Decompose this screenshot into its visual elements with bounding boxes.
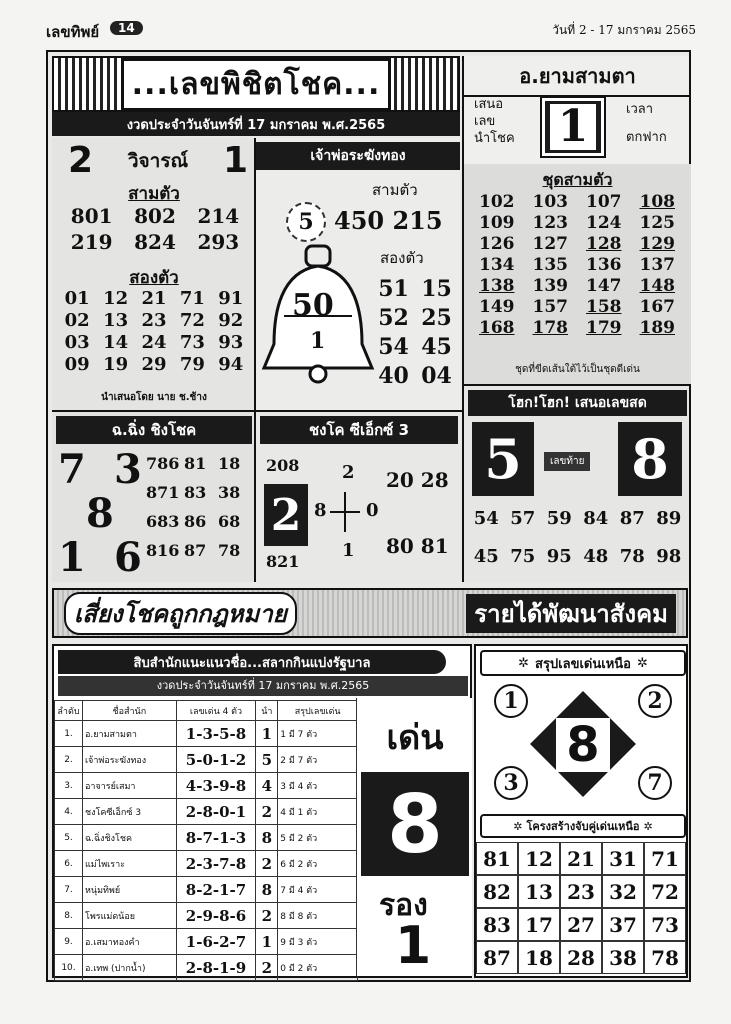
bell-two-cell: 40 (378, 363, 409, 389)
pair-cell: 73 (644, 908, 686, 941)
wijarn-two-cell: 93 (218, 332, 244, 353)
row-numbers: 8-2-1-7 (176, 877, 256, 903)
yam-set-cell: 134 (479, 255, 515, 275)
cing-cell: 871 (146, 483, 180, 502)
wijarn-three-cell: 801 (70, 204, 113, 228)
pair-cell: 27 (560, 908, 602, 941)
yam-left-line: นำโชค (474, 131, 515, 146)
wijarn-two-cell: 91 (218, 288, 244, 309)
hot-row-2 (468, 546, 687, 567)
corner-number: 1 (503, 688, 519, 714)
yam-title: อ.ยามสามตา (464, 60, 691, 97)
cing-big-number: 6 (114, 534, 142, 581)
wijarn-two-cell: 03 (64, 332, 90, 353)
yam-set-cell: 158 (586, 297, 622, 317)
hot-right-number: 8 (631, 427, 669, 491)
table-date-bar: งวดประจำวันจันทร์ที่ 17 มกราคม พ.ศ.2565 (58, 676, 468, 696)
pair-cell: 23 (560, 875, 602, 908)
row-lead: 2 (256, 799, 278, 825)
hot-cell: 84 (583, 508, 609, 529)
hot-title-bar (468, 390, 687, 416)
cing-big-number: 8 (86, 490, 114, 537)
wijarn-two-cell: 02 (64, 310, 90, 331)
issue-date: วันที่ 2 - 17 มกราคม 2565 (552, 23, 696, 37)
wijarn-label: วิจารณ์ (127, 149, 189, 172)
bell-title: เจ้าพ่อระฆังทอง (310, 148, 406, 164)
col-header: เลขเด่น 4 ตัว (176, 701, 256, 721)
cing-cell: 87 (184, 541, 207, 560)
yam-set-cell: 189 (639, 318, 675, 338)
pair-cell: 31 (602, 842, 644, 875)
bell-three-label: สามตัว (372, 181, 418, 199)
row-school: อ.เสมาทองคำ (82, 929, 176, 955)
bell-panel (256, 138, 460, 410)
row-lead: 2 (256, 955, 278, 981)
brand-title: เลขทิพย์ (46, 23, 100, 41)
cing-cell: 816 (146, 541, 180, 560)
chong-bottom-left: 821 (266, 552, 300, 571)
yam-set-cell: 178 (532, 318, 568, 338)
cing-panel (52, 410, 256, 582)
bell-bottom-number: 1 (310, 328, 326, 354)
hot-cell: 75 (510, 546, 536, 567)
row-summary: 3 มี 4 ตัว (278, 773, 358, 799)
yam-set-cell: 147 (586, 276, 622, 296)
wijarn-two-cell: 29 (141, 354, 167, 375)
cing-big-number: 1 (58, 534, 86, 581)
yam-big-number-box (542, 98, 604, 156)
hot-cell: 59 (546, 508, 572, 529)
yam-set-cell: 148 (639, 276, 675, 296)
table-row (55, 747, 358, 773)
wijarn-two-grid (58, 288, 250, 375)
bell-title-bar (256, 142, 460, 170)
table-row (55, 929, 358, 955)
chong-row1: 20 28 (386, 468, 449, 492)
wijarn-three-grid (60, 204, 250, 254)
row-lead: 1 (256, 929, 278, 955)
chong-big-number: 2 (270, 489, 302, 541)
corner-number: 3 (503, 770, 519, 796)
wijarn-two-title: สองตัว (129, 268, 179, 288)
yam-set-cell: 123 (532, 213, 568, 233)
row-lead: 5 (256, 747, 278, 773)
row-rank: 4. (55, 799, 83, 825)
col-header: ชื่อสำนัก (82, 701, 176, 721)
yam-set-cell: 103 (532, 192, 568, 212)
yam-set-cell: 102 (479, 192, 515, 212)
yam-set-cell: 149 (479, 297, 515, 317)
cing-cell: 786 (146, 454, 180, 473)
hot-left-number: 5 (484, 427, 522, 491)
yam-right-line: เวลา (626, 102, 654, 117)
yam-set-cell: 137 (639, 255, 675, 275)
row-rank: 5. (55, 825, 83, 851)
den-number-box (361, 772, 469, 876)
corner-circle (638, 766, 672, 800)
yam-set-cell: 107 (586, 192, 622, 212)
row-rank: 2. (55, 747, 83, 773)
row-numbers: 4-3-9-8 (176, 773, 256, 799)
table-row (55, 903, 358, 929)
yam-big-number: 1 (550, 104, 597, 150)
lucky-banner (52, 56, 460, 112)
row-rank: 6. (55, 851, 83, 877)
col-header: นำ (256, 701, 278, 721)
row-school: แม่ไพเราะ (82, 851, 176, 877)
cing-cell: 38 (218, 483, 241, 502)
star-icon: ✲ (643, 819, 653, 833)
wijarn-two-cell: 71 (179, 288, 205, 309)
yam-set-cell: 109 (479, 213, 515, 233)
hot-right-box (618, 422, 682, 496)
yam-set-cell: 128 (586, 234, 622, 254)
row-numbers: 1-3-5-8 (176, 721, 256, 747)
hot-cell: 48 (583, 546, 609, 567)
row-numbers: 2-9-8-6 (176, 903, 256, 929)
row-numbers: 2-3-7-8 (176, 851, 256, 877)
yam-set-cell: 125 (639, 213, 675, 233)
row-school: อาจารย์เสมา (82, 773, 176, 799)
flower-number: 5 (298, 209, 314, 235)
yam-left-text (474, 96, 515, 147)
row-lead: 4 (256, 773, 278, 799)
yam-set-cell: 167 (639, 297, 675, 317)
den-label: เด่น (386, 718, 444, 758)
pair-cell: 81 (476, 842, 518, 875)
row-lead: 2 (256, 851, 278, 877)
yam-left-line: เลข (474, 114, 496, 129)
hot-cell: 78 (619, 546, 645, 567)
row-school: หนุ่มทิพย์ (82, 877, 176, 903)
wijarn-two-cell: 79 (179, 354, 205, 375)
row-school: เจ้าพ่อระฆังทอง (82, 747, 176, 773)
hot-left-box (472, 422, 534, 496)
hot-panel (462, 384, 689, 582)
cing-big-number: 7 (58, 446, 86, 493)
chong-title: ชงโค ซีเอ็กซ์ 3 (308, 421, 410, 439)
page-number-badge: 14 (110, 21, 143, 35)
row-school: อ.ยามสามตา (82, 721, 176, 747)
row-summary: 8 มี 8 ตัว (278, 903, 358, 929)
yam-set-cell: 179 (586, 318, 622, 338)
wijarn-three-cell: 824 (134, 230, 176, 254)
col-header: สรุปเลขเด่น (278, 701, 358, 721)
corner-circle (494, 766, 528, 800)
row-summary: 7 มี 4 ตัว (278, 877, 358, 903)
draw-date-text: งวดประจำวันจันทร์ที่ 17 มกราคม พ.ศ.2565 (126, 117, 386, 133)
row-school: ฉ.ฉิ่งชิงโชค (82, 825, 176, 851)
wijarn-three-cell: 214 (197, 204, 240, 228)
row-numbers: 1-6-2-7 (176, 929, 256, 955)
row-rank: 10. (55, 955, 83, 981)
corner-circle (494, 684, 528, 718)
den-label-box (361, 702, 469, 772)
hot-cell: 54 (473, 508, 499, 529)
pair-cell: 17 (518, 908, 560, 941)
cing-cell: 83 (184, 483, 207, 502)
rong-label: รอง (379, 888, 428, 923)
den-number: 8 (387, 777, 443, 871)
row-lead: 1 (256, 721, 278, 747)
wijarn-right-number: 1 (222, 140, 248, 181)
corner-circle (638, 684, 672, 718)
wijarn-two-cell: 21 (141, 288, 167, 309)
pair-cell: 18 (518, 941, 560, 974)
pair-cell: 72 (644, 875, 686, 908)
wijarn-three-cell: 219 (70, 230, 113, 254)
summary-title: สรุปเลขเด่นเหนือ (535, 656, 631, 672)
table-row (55, 877, 358, 903)
summary-panel (474, 644, 688, 978)
diamond-inner (556, 718, 610, 772)
pair-cell: 21 (560, 842, 602, 875)
summary-title-bar (480, 650, 686, 676)
flower-icon (286, 202, 326, 242)
table-row (55, 721, 358, 747)
yam-set-grid (470, 192, 684, 338)
wijarn-two-cell: 94 (218, 354, 244, 375)
pair-grid (476, 842, 686, 974)
page-header (46, 20, 696, 42)
draw-date-bar (52, 112, 460, 136)
hot-cell: 57 (510, 508, 536, 529)
star-icon: ✲ (518, 655, 530, 671)
row-summary: 0 มี 2 ตัว (278, 955, 358, 981)
wijarn-two-cell: 14 (103, 332, 129, 353)
pair-cell: 78 (644, 941, 686, 974)
row-summary: 2 มี 7 ตัว (278, 747, 358, 773)
lottery-banner (52, 588, 688, 638)
yam-panel (462, 56, 689, 384)
bell-two-cell: 25 (421, 305, 452, 331)
summary-center-number: 8 (566, 717, 600, 773)
yam-set-cell: 126 (479, 234, 515, 254)
wijarn-three-cell: 293 (197, 230, 240, 254)
yam-set-cell: 129 (639, 234, 675, 254)
wijarn-two-cell: 24 (141, 332, 167, 353)
pair-cell: 82 (476, 875, 518, 908)
bell-two-cell: 51 (378, 276, 409, 302)
wijarn-two-cell: 01 (64, 288, 90, 309)
hot-title: โฮก!โฮก! เสนอเลขสด (508, 395, 647, 411)
chong-bottom: 1 (342, 540, 355, 561)
pair-cell: 71 (644, 842, 686, 875)
hot-cell: 87 (619, 508, 645, 529)
wijarn-two-cell: 72 (179, 310, 205, 331)
cing-cell: 86 (184, 512, 207, 531)
row-rank: 7. (55, 877, 83, 903)
table-row (55, 955, 358, 981)
banner-title: ...เลขพิชิตโชค... (121, 58, 392, 111)
wijarn-three-cell: 802 (134, 204, 176, 228)
bell-two-cell: 15 (421, 276, 452, 302)
pair-cell: 12 (518, 842, 560, 875)
wijarn-left-number: 2 (68, 140, 94, 181)
row-school: โพรแม่ดน้อย (82, 903, 176, 929)
cing-cell: 68 (218, 512, 241, 531)
chong-big-box (264, 484, 308, 546)
yam-set-cell: 136 (586, 255, 622, 275)
hot-row-1 (468, 508, 687, 529)
yam-set-cell: 138 (479, 276, 515, 296)
yam-set-cell: 135 (532, 255, 568, 275)
cing-title: ฉ.ฉิ่ง ชิงโชค (111, 421, 197, 439)
bell-two-label: สองตัว (380, 249, 424, 267)
bell-two-cell: 54 (378, 334, 409, 360)
wijarn-two-cell: 19 (103, 354, 129, 375)
table-title: สิบสำนักแนะแนวชื่อ...สลากกินแบ่งรัฐบาล (133, 655, 371, 671)
chong-row2: 80 81 (386, 534, 449, 558)
wijarn-three-title: สามตัว (128, 184, 180, 204)
star-icon: ✲ (513, 819, 523, 833)
yam-note: ชุดที่ขีดเส้นใต้ไว้เป็นชุดดีเด่น (515, 364, 640, 375)
pair-cell: 87 (476, 941, 518, 974)
wijarn-two-cell: 09 (64, 354, 90, 375)
row-rank: 9. (55, 929, 83, 955)
table-title-bar (58, 650, 446, 674)
pair-cell: 83 (476, 908, 518, 941)
row-rank: 3. (55, 773, 83, 799)
yam-set-title: ชุดสามตัว (542, 170, 613, 189)
row-lead: 8 (256, 877, 278, 903)
pair-title-bar (480, 814, 686, 838)
cing-cell: 81 (184, 454, 207, 473)
table-row (55, 773, 358, 799)
pair-title: โครงสร้างจับคู่เด่นเหนือ (526, 820, 640, 833)
row-numbers: 5-0-1-2 (176, 747, 256, 773)
row-school: อ.เทพ (ปากน้ำ) (82, 955, 176, 981)
bell-two-grid (372, 276, 458, 389)
cing-cell: 78 (218, 541, 241, 560)
cing-title-bar (56, 416, 252, 444)
yam-set-cell: 124 (586, 213, 622, 233)
chong-mid-right: 0 (366, 500, 379, 521)
corner-number: 7 (647, 770, 663, 796)
yam-left-line: เสนอ (474, 97, 504, 112)
row-numbers: 2-8-1-9 (176, 955, 256, 981)
star-icon: ✲ (636, 655, 648, 671)
bell-two-cell: 52 (378, 305, 409, 331)
table-row (55, 799, 358, 825)
table-header-row (55, 701, 358, 721)
pair-cell: 37 (602, 908, 644, 941)
yam-set-cell: 157 (532, 297, 568, 317)
hot-cell: 45 (473, 546, 499, 567)
chong-mid-left: 8 (314, 500, 327, 521)
school-table (54, 700, 358, 981)
bell-three-values: 450 215 (334, 206, 443, 235)
pair-cell: 32 (602, 875, 644, 908)
cross-icon (330, 492, 360, 532)
cing-cell: 18 (218, 454, 241, 473)
cing-cell: 683 (146, 512, 180, 531)
wijarn-two-cell: 73 (179, 332, 205, 353)
hot-mid-label: เลขท้าย (544, 452, 590, 471)
yam-right-line: ตกฟาก (626, 130, 667, 145)
table-row (55, 851, 358, 877)
row-school: ชงโคซีเอ็กซ์ 3 (82, 799, 176, 825)
hot-cell: 98 (656, 546, 682, 567)
cing-big-number: 3 (114, 446, 142, 493)
chong-panel (256, 410, 462, 582)
col-header: ลำดับ (55, 701, 83, 721)
hot-cell: 89 (656, 508, 682, 529)
yam-set-cell: 139 (532, 276, 568, 296)
chong-title-bar (260, 416, 458, 444)
wijarn-two-cell: 13 (103, 310, 129, 331)
wijarn-two-cell: 92 (218, 310, 244, 331)
corner-number: 2 (647, 688, 663, 714)
pair-cell: 28 (560, 941, 602, 974)
yam-set-cell: 108 (639, 192, 675, 212)
chong-top-left: 208 (266, 456, 300, 475)
row-lead: 8 (256, 825, 278, 851)
wijarn-two-cell: 23 (141, 310, 167, 331)
row-lead: 2 (256, 903, 278, 929)
row-summary: 9 มี 3 ตัว (278, 929, 358, 955)
bell-top-number: 50 (292, 288, 334, 323)
row-rank: 1. (55, 721, 83, 747)
row-numbers: 2-8-0-1 (176, 799, 256, 825)
bell-two-cell: 45 (421, 334, 452, 360)
den-panel (356, 698, 472, 976)
pair-cell: 38 (602, 941, 644, 974)
wijarn-panel (52, 138, 256, 410)
table-row (55, 825, 358, 851)
banner-left-text: เสี่ยงโชคถูกกฎหมาย (64, 592, 297, 635)
chong-top: 2 (342, 462, 355, 483)
bell-two-cell: 04 (421, 363, 452, 389)
row-numbers: 8-7-1-3 (176, 825, 256, 851)
row-summary: 4 มี 1 ตัว (278, 799, 358, 825)
cing-grid (146, 454, 254, 560)
hot-cell: 95 (546, 546, 572, 567)
pair-cell: 13 (518, 875, 560, 908)
banner-right-text: รายได้พัฒนาสังคม (466, 594, 676, 633)
yam-right-text (626, 96, 667, 152)
wijarn-credit: นำเสนอโดย นาย ช.ช้าง (101, 392, 207, 403)
row-rank: 8. (55, 903, 83, 929)
yam-set-cell: 168 (479, 318, 515, 338)
row-summary: 5 มี 2 ตัว (278, 825, 358, 851)
row-summary: 6 มี 2 ตัว (278, 851, 358, 877)
rong-number: 1 (395, 916, 432, 976)
wijarn-two-cell: 12 (103, 288, 129, 309)
yam-set-cell: 127 (532, 234, 568, 254)
row-summary: 1 มี 7 ตัว (278, 721, 358, 747)
